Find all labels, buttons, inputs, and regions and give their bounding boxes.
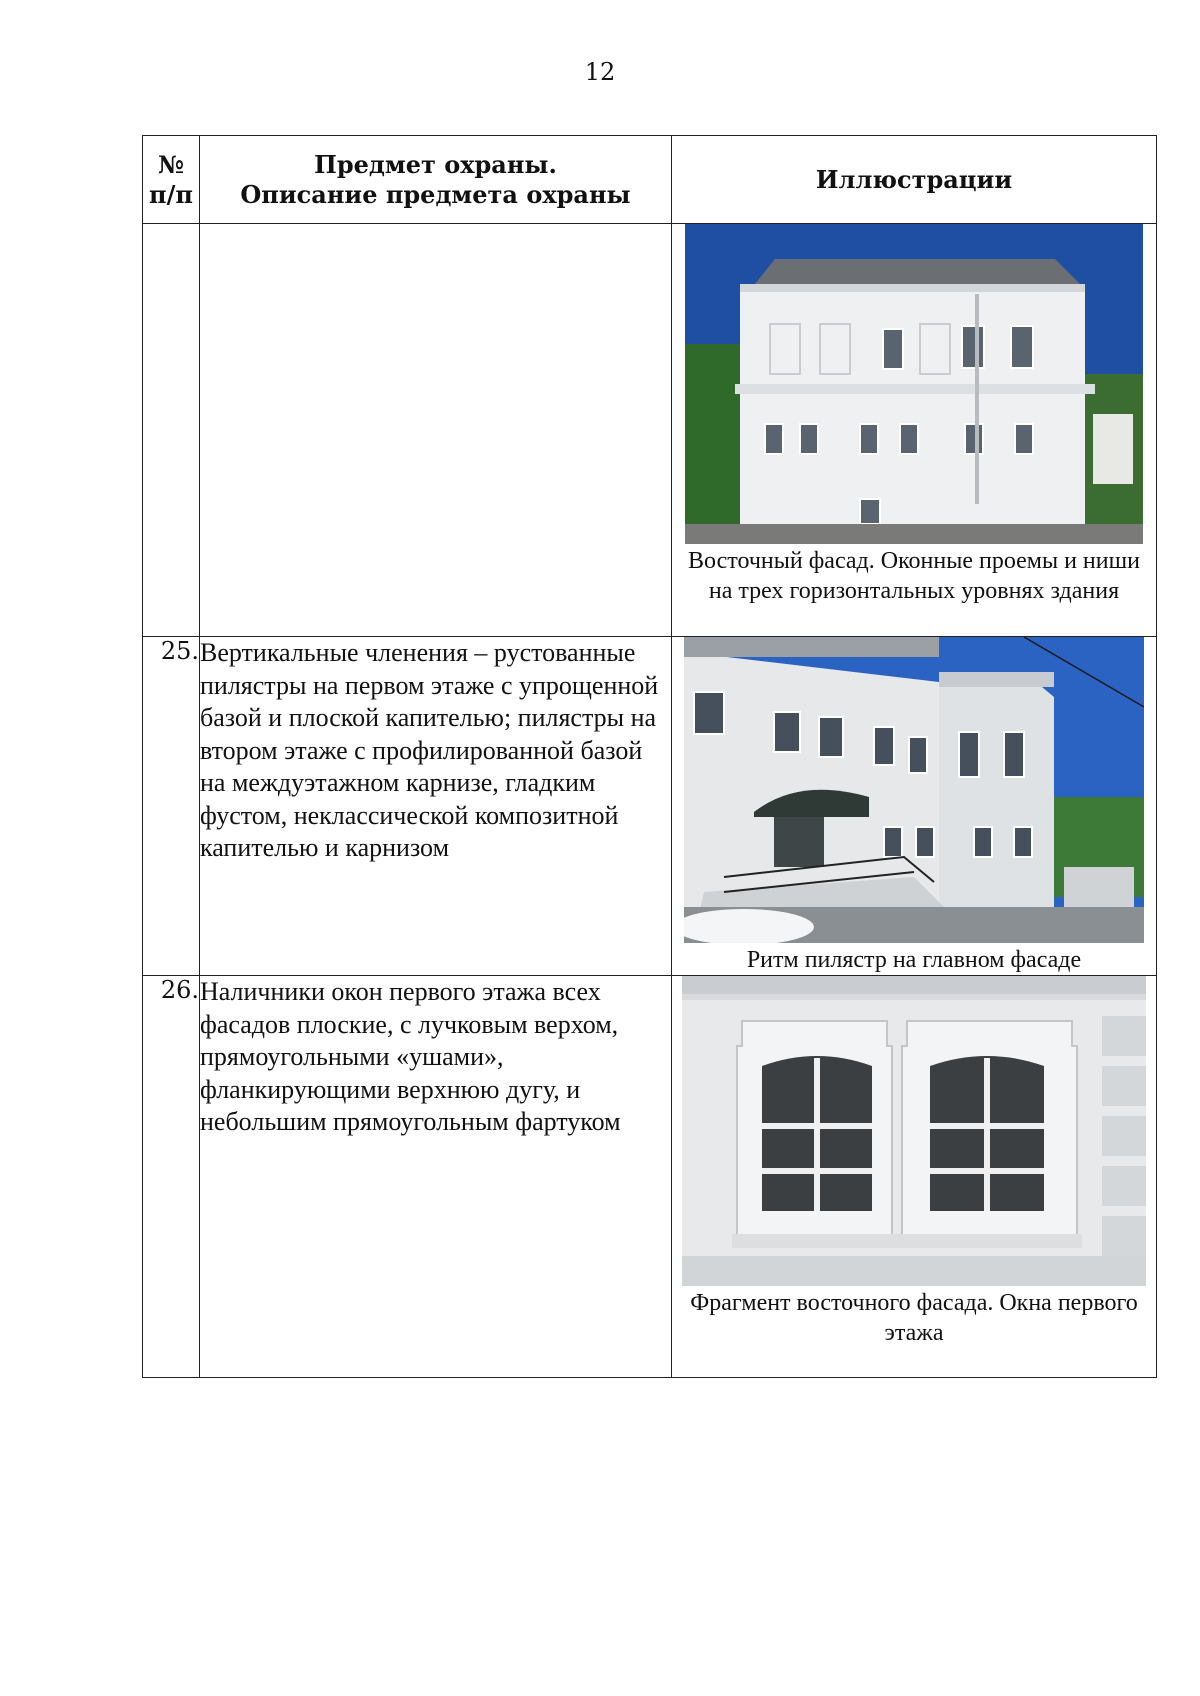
table-row: [143, 224, 1157, 637]
table-header-row: [143, 136, 1157, 224]
building-east-facade-photo: [685, 224, 1143, 544]
row-number: [143, 224, 200, 637]
illustration-caption: Фрагмент восточного фасада. Окна первого этажа: [690, 1290, 1138, 1346]
illustration-cell: [672, 637, 1157, 976]
row-description: [200, 224, 672, 637]
table-row: [143, 976, 1157, 1378]
header-number: [143, 136, 200, 224]
row-number: 26.: [143, 976, 200, 1378]
illustration-caption: Восточный фасад. Оконные проемы и ниши на трех горизонтальных уровнях здания: [688, 548, 1140, 604]
illustration-cell: [672, 224, 1157, 637]
row-number: 25.: [143, 637, 200, 976]
main-facade-pilasters-photo: [684, 637, 1144, 943]
header-number-abbr: п/п: [149, 179, 193, 209]
header-description-line2: Описание предмета охраны: [240, 179, 631, 209]
header-description-line1: Предмет охраны.: [314, 149, 557, 179]
header-illustrations: Иллюстрации: [672, 136, 1157, 224]
header-description: [200, 136, 672, 224]
protection-table: [142, 135, 1157, 1378]
illustration-cell: [672, 976, 1157, 1378]
row-description: Вертикальные членения – рустованные пилястры на первом этаже с упрощенной базой и плоской капителью; пилястры на втором этаже с профилированной базой на междуэтажном карнизе, гладким фустом, неклассической композитной капителью и карнизом: [200, 637, 672, 976]
header-number-symbol: №: [157, 149, 185, 179]
row-description: Наличники окон первого этажа всех фасадов плоские, с лучковым верхом, прямоугольными «ушами», фланкирующими верхнюю дугу, и небольшим прямоугольным фартуком: [200, 976, 672, 1378]
illustration-caption: Ритм пилястр на главном фасаде: [746, 947, 1082, 973]
first-floor-windows-photo: [682, 976, 1146, 1286]
table-row: [143, 637, 1157, 976]
page-number: 12: [584, 58, 616, 86]
